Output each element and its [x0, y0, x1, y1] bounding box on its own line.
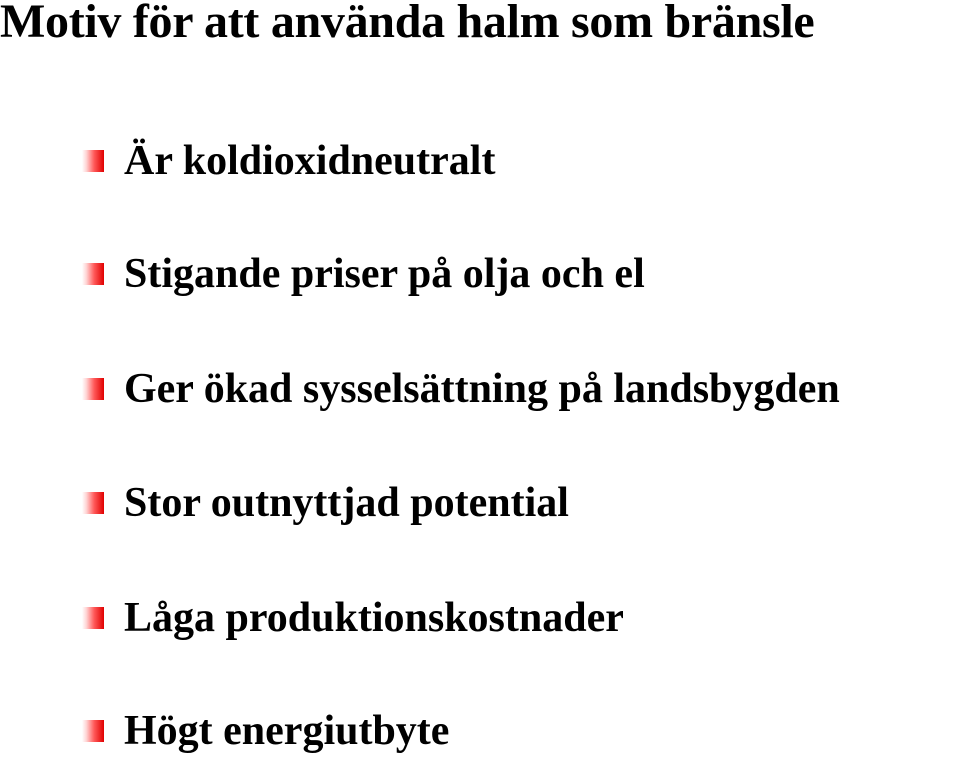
square-bullet-icon — [82, 378, 104, 400]
bullet-text: Är koldioxidneutralt — [124, 138, 496, 184]
square-bullet-icon — [82, 263, 104, 285]
bullet-item — [82, 593, 624, 643]
bullet-text: Stor outnyttjad potential — [124, 480, 569, 526]
square-bullet-icon — [82, 607, 104, 629]
bullet-item — [82, 364, 840, 414]
slide-title: Motiv för att använda halm som bränsle — [0, 0, 815, 48]
square-bullet-icon — [82, 720, 104, 742]
bullet-item — [82, 249, 645, 299]
bullet-text: Stigande priser på olja och el — [124, 251, 645, 297]
square-bullet-icon — [82, 492, 104, 514]
bullet-text: Ger ökad sysselsättning på landsbygden — [124, 366, 840, 412]
bullet-text: Högt energiutbyte — [124, 708, 450, 754]
bullet-item — [82, 478, 569, 528]
square-bullet-icon — [82, 150, 104, 172]
bullet-text: Låga produktionskostnader — [124, 595, 624, 641]
bullet-item — [82, 706, 449, 756]
bullet-item — [82, 136, 495, 186]
